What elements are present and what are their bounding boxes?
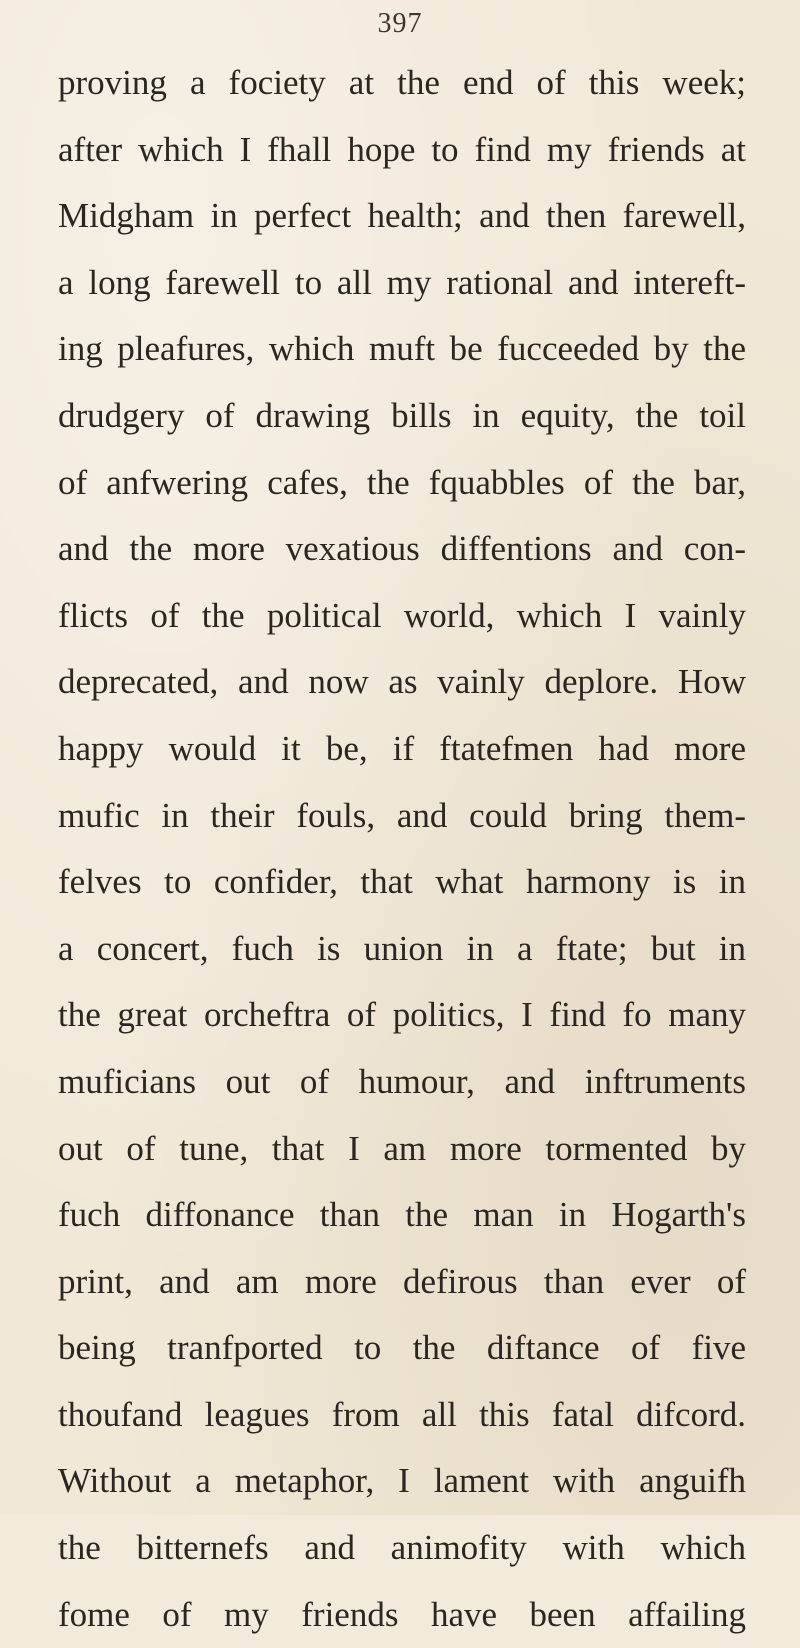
text-body <box>58 50 746 1648</box>
text-line: being tranfported to the diftance of five <box>58 1328 746 1368</box>
text-line: thoufand leagues from all this fatal difcord. <box>58 1394 746 1434</box>
text-line: the great orcheftra of politics, I find fo many <box>58 995 746 1035</box>
text-line: drudgery of drawing bills in equity, the toil <box>58 395 746 435</box>
text-line: felves to confider, that what harmony is in <box>58 862 746 902</box>
text-line: the bitternefs and animofity with which <box>58 1528 746 1568</box>
text-line: muficians out of humour, and inftruments <box>58 1061 746 1101</box>
text-line: proving a fociety at the end of this week; <box>58 63 746 102</box>
text-line: print, and am more defirous than ever of <box>58 1261 746 1301</box>
text-line: and the more vexatious diffentions and con- <box>58 529 746 569</box>
text-line: after which I fhall hope to find my friends at <box>58 129 746 169</box>
text-line: Without a metaphor, I lament with anguifh <box>58 1461 746 1501</box>
text-line: ing pleafures, which muft be fucceeded by the <box>58 329 746 369</box>
text-line: mufic in their fouls, and could bring them- <box>58 795 746 835</box>
text-line: happy would it be, if ftatefmen had more <box>58 728 746 768</box>
text-line: fuch diffonance than the man in Hogarth's <box>58 1195 746 1235</box>
text-line: out of tune, that I am more tormented by <box>58 1128 746 1168</box>
text-line: a long farewell to all my rational and intereft- <box>58 262 746 302</box>
text-line: fome of my friends have been affailing <box>58 1594 746 1634</box>
text-line: Midgham in perfect health; and then farewell, <box>58 196 746 236</box>
text-line: of anfwering cafes, the fquabbles of the bar, <box>58 462 746 502</box>
text-line: flicts of the political world, which I vainly <box>58 595 746 635</box>
page-number: 397 <box>377 8 423 39</box>
text-line: a concert, fuch is union in a ftate; but in <box>58 928 746 968</box>
text-line: deprecated, and now as vainly deplore. How <box>58 662 746 702</box>
